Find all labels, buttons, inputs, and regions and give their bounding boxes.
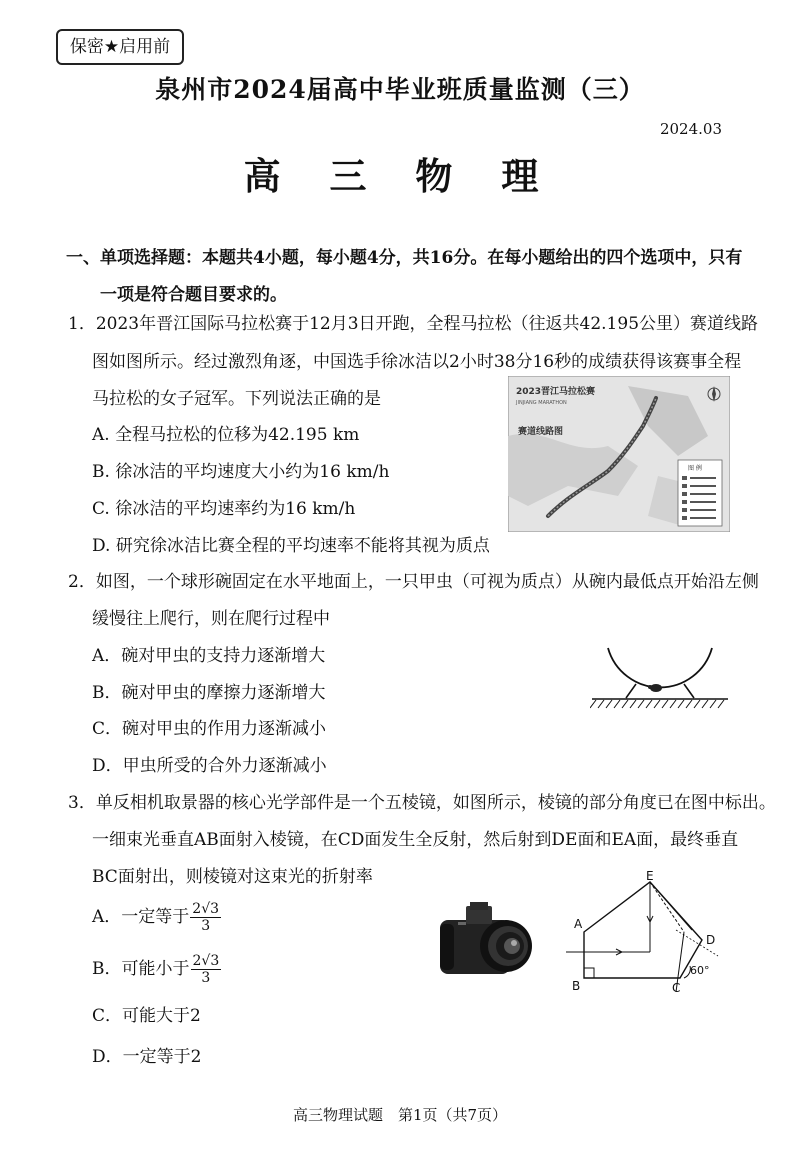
beetle-icon <box>650 684 662 692</box>
map-title: 2023晋江马拉松赛 <box>516 387 596 397</box>
marathon-route-map <box>508 376 730 532</box>
fraction-numerator: 2√3 <box>192 901 220 917</box>
map-route-label: 赛道线路图 <box>518 427 564 437</box>
q3-option-b-fraction <box>191 953 222 986</box>
q1-stem-line2: 图如图所示。经过激烈角逐，中国选手徐冰洁以2小时38分16秒的成绩获得该赛事全程 <box>92 352 742 372</box>
q2-option-a: A．碗对甲虫的支持力逐渐增大 <box>92 646 326 666</box>
label-a: A <box>574 917 583 931</box>
q1-option-b: B. 徐冰洁的平均速度大小约为16 km/h <box>92 462 390 482</box>
map-subtitle: JINJIANG MARATHON <box>516 400 567 406</box>
prism-outline <box>584 882 702 978</box>
label-d: D <box>706 933 716 947</box>
q1-stem-line3: 马拉松的女子冠军。下列说法正确的是 <box>92 389 381 409</box>
q3-option-d: D．一定等于2 <box>92 1047 202 1067</box>
fraction-numerator: 2√3 <box>192 953 220 969</box>
page-footer: 高三物理试题 第1页（共7页） <box>292 1106 508 1124</box>
q3-stem-line3: BC面射出，则棱镜对这束光的折射率 <box>92 867 373 887</box>
section-heading-line1: 一、单项选择题：本题共4小题，每小题4分，共16分。在每小题给出的四个选项中，只有 <box>66 248 743 268</box>
q1-option-c: C. 徐冰洁的平均速率约为16 km/h <box>92 499 356 519</box>
q3-stem-line1: 3．单反相机取景器的核心光学部件是一个五棱镜，如图所示，棱镜的部分角度已在图中标出。 <box>68 793 776 813</box>
q3-option-a <box>92 901 221 934</box>
q3-option-c: C．可能大于2 <box>92 1006 201 1026</box>
q2-option-b: B．碗对甲虫的摩擦力逐渐增大 <box>92 683 326 703</box>
fraction-denominator: 3 <box>201 918 211 934</box>
bowl-diagram <box>590 636 730 714</box>
angle-label: 60° <box>690 964 710 977</box>
q2-stem-line2: 缓慢往上爬行，则在爬行过程中 <box>92 609 330 629</box>
camera-image <box>436 900 536 980</box>
q2-option-c: C．碗对甲虫的作用力逐渐减小 <box>92 719 327 739</box>
label-b: B <box>572 979 581 992</box>
q2-option-d: D．甲虫所受的合外力逐渐减小 <box>92 756 327 776</box>
map-legend-label: 图 例 <box>688 465 702 472</box>
right-angle-mark <box>584 968 594 978</box>
pentaprism-diagram <box>566 870 728 992</box>
q3-option-a-fraction <box>190 901 221 934</box>
subject-title: 高 三 物 理 <box>243 155 557 198</box>
confidential-stamp: 保密★启用前 <box>56 29 184 65</box>
label-c: C <box>672 981 681 992</box>
q3-option-b <box>92 953 221 986</box>
q3-option-a-label: A．一定等于 <box>92 907 190 927</box>
exam-date: 2024.03 <box>659 120 722 138</box>
exam-title: 泉州市2024届高中毕业班质量监测（三） <box>155 75 645 104</box>
section-heading-line2: 一项是符合题目要求的。 <box>100 285 287 305</box>
q3-stem-line2: 一细束光垂直AB面射入棱镜，在CD面发生全反射，然后射到DE面和EA面，最终垂直 <box>92 830 739 850</box>
q1-stem-line1: 1．2023年晋江国际马拉松赛于12月3日开跑，全程马拉松（往返共42.195公里）赛道线路 <box>68 314 759 334</box>
label-e: E <box>646 870 654 883</box>
bowl-arc <box>608 648 712 687</box>
q1-option-d: D. 研究徐冰洁比赛全程的平均速率不能将其视为质点 <box>92 536 490 556</box>
fraction-denominator: 3 <box>201 970 211 986</box>
q1-option-a: A. 全程马拉松的位移为42.195 km <box>92 425 360 445</box>
q2-stem-line1: 2．如图，一个球形碗固定在水平地面上，一只甲虫（可视为质点）从碗内最低点开始沿左侧 <box>68 572 759 592</box>
q3-option-b-label: B．可能小于 <box>92 959 190 979</box>
